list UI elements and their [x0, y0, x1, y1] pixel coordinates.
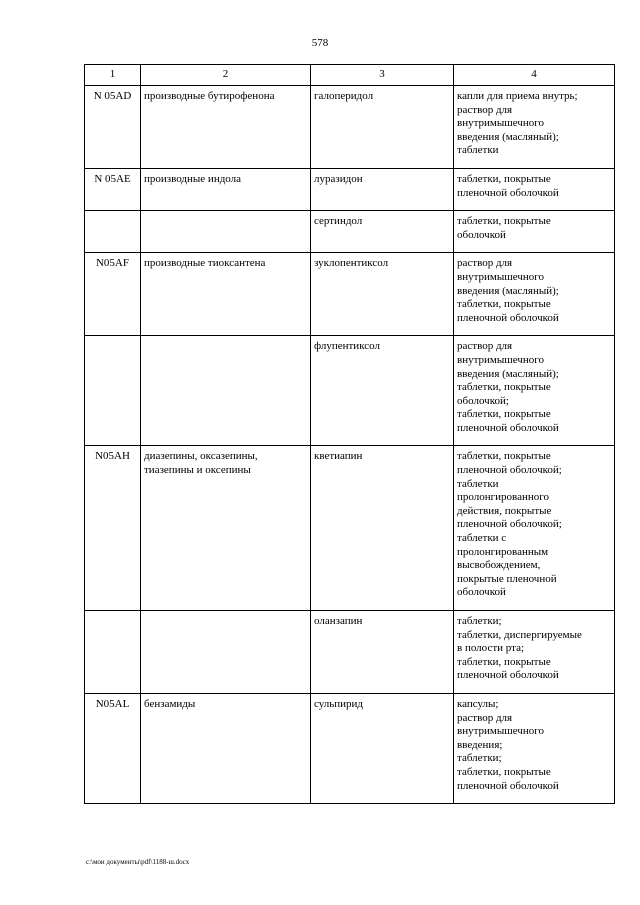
drug-table [84, 64, 615, 804]
drug-name-cell: зуклопентиксол [311, 253, 454, 336]
table-row [85, 611, 615, 694]
drug-name-cell: луразидон [311, 168, 454, 210]
group-cell: производные тиоксантена [141, 253, 311, 336]
column-header-3: 3 [311, 65, 454, 86]
table-row [85, 211, 615, 253]
atc-code-cell [85, 211, 141, 253]
atc-code-cell: N05AF [85, 253, 141, 336]
dosage-form-cell: капсулы; раствор для внутримышечного введения; таблетки; таблетки, покрытые пленочной оболочкой [454, 693, 615, 803]
drug-name-cell: сульпирид [311, 693, 454, 803]
group-cell: производные индола [141, 168, 311, 210]
drug-name-cell: оланзапин [311, 611, 454, 694]
group-cell [141, 336, 311, 446]
drug-name-cell: флупентиксол [311, 336, 454, 446]
table-row [85, 446, 615, 611]
dosage-form-cell: раствор для внутримышечного введения (масляный); таблетки, покрытые оболочкой; таблетки, покрытые пленочной оболочкой [454, 336, 615, 446]
group-cell [141, 211, 311, 253]
dosage-form-cell: капли для приема внутрь; раствор для внутримышечного введения (масляный); таблетки [454, 86, 615, 169]
table-row [85, 336, 615, 446]
column-header-1: 1 [85, 65, 141, 86]
atc-code-cell [85, 336, 141, 446]
column-header-2: 2 [141, 65, 311, 86]
dosage-form-cell: таблетки; таблетки, диспергируемые в полости рта; таблетки, покрытые пленочной оболочкой [454, 611, 615, 694]
group-cell: диазепины, оксазепины, тиазепины и оксепины [141, 446, 311, 611]
footer-file-path: c:\мои документы\pdf\1188-ш.docx [86, 858, 190, 866]
table-row [85, 693, 615, 803]
page-number: 578 [311, 37, 329, 49]
atc-code-cell: N 05AD [85, 86, 141, 169]
table-row [85, 168, 615, 210]
group-cell [141, 611, 311, 694]
group-cell: бензамиды [141, 693, 311, 803]
group-cell: производные бутирофенона [141, 86, 311, 169]
column-header-4: 4 [454, 65, 615, 86]
dosage-form-cell: таблетки, покрытые пленочной оболочкой [454, 168, 615, 210]
drug-name-cell: галоперидол [311, 86, 454, 169]
atc-code-cell [85, 611, 141, 694]
dosage-form-cell: раствор для внутримышечного введения (масляный); таблетки, покрытые пленочной оболочкой [454, 253, 615, 336]
drug-name-cell: сертиндол [311, 211, 454, 253]
dosage-form-cell: таблетки, покрытые пленочной оболочкой; таблетки пролонгированного действия, покрытые пленочной оболочкой; таблетки с пролонгированным высвобождением, покрытые пленочной оболочкой [454, 446, 615, 611]
atc-code-cell: N05AH [85, 446, 141, 611]
atc-code-cell: N 05AE [85, 168, 141, 210]
drug-name-cell: кветиапин [311, 446, 454, 611]
atc-code-cell: N05AL [85, 693, 141, 803]
table-header-row [85, 65, 615, 86]
table-row [85, 86, 615, 169]
dosage-form-cell: таблетки, покрытые оболочкой [454, 211, 615, 253]
table-row [85, 253, 615, 336]
